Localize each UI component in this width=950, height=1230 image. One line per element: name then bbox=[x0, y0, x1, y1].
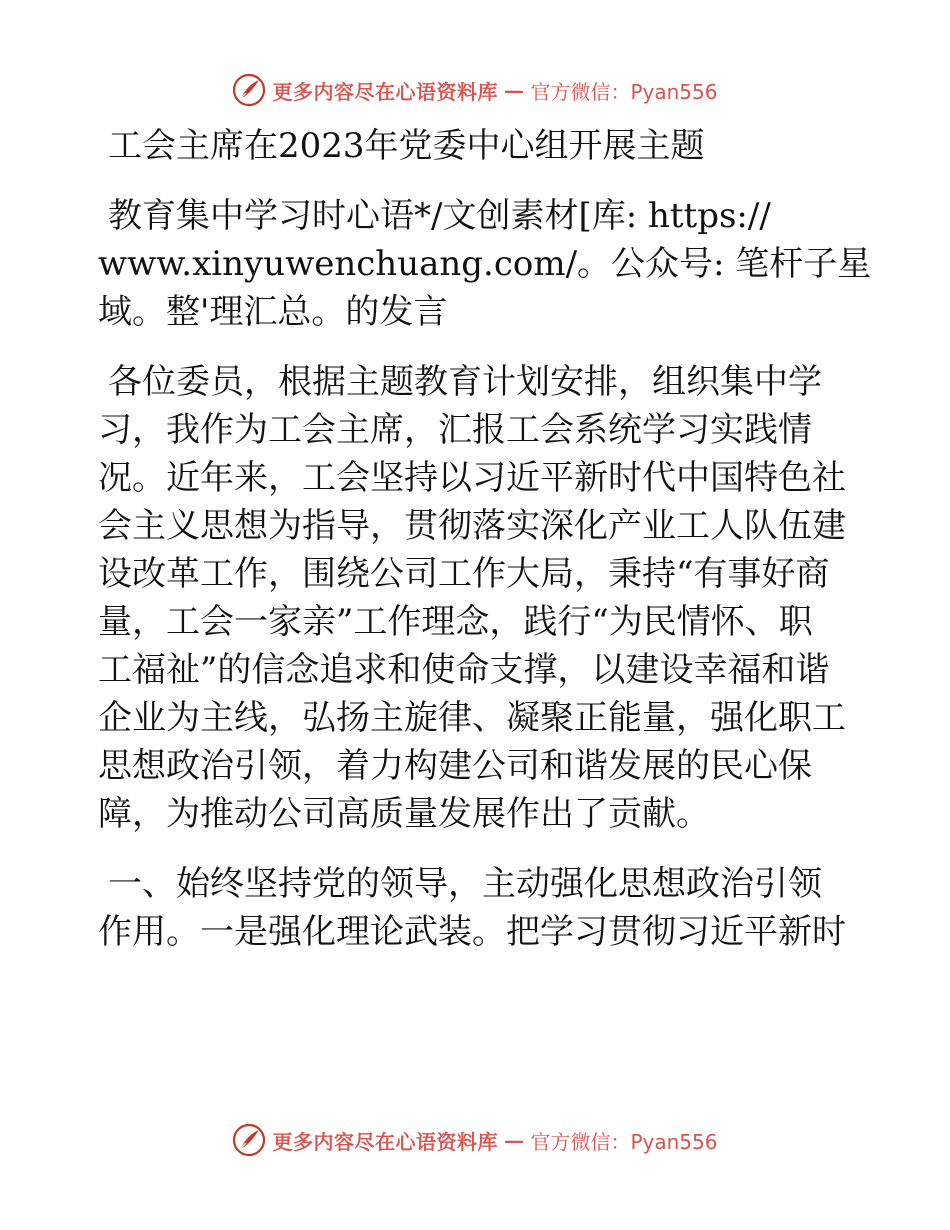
watermark-separator: — bbox=[503, 78, 525, 102]
watermark-wechat-text: 官方微信：Pyan556 bbox=[530, 79, 718, 104]
text-line: 习，我作为工会主席，汇报工会系统学习实践情 bbox=[98, 410, 812, 450]
text-line: 工福祉”的信念追求和使命支撑，以建设幸福和谐 bbox=[98, 650, 830, 690]
watermark-footer bbox=[0, 1120, 950, 1160]
text-line: 量，工会一家亲”工作理念，践行“为民情怀、职 bbox=[98, 602, 813, 642]
title-line: 教育集中学习时心语*/文创素材[库: https:// bbox=[108, 196, 771, 236]
text-line: 思想政治引领，着力构建公司和谐发展的民心保 bbox=[98, 746, 812, 786]
title-line: 域。整'理汇总。的发言 bbox=[98, 292, 448, 332]
quill-logo-icon bbox=[232, 1123, 266, 1157]
document-title bbox=[98, 122, 872, 336]
text-line: 作用。一是强化理论武装。把学习贯彻习近平新时 bbox=[98, 912, 846, 952]
text-line: 一、始终坚持党的领导，主动强化思想政治引领 bbox=[108, 864, 822, 904]
paragraph-section-one bbox=[98, 860, 858, 956]
text-line: 设改革工作，围绕公司工作大局，秉持“有事好商 bbox=[98, 554, 830, 594]
watermark-separator: — bbox=[503, 1128, 525, 1152]
title-line: 工会主席在2023年党委中心组开展主题 bbox=[108, 126, 705, 166]
document-body bbox=[98, 122, 872, 956]
text-line: 障，为推动公司高质量发展作出了贡献。 bbox=[98, 794, 710, 834]
text-line: 企业为主线，弘扬主旋律、凝聚正能量，强化职工 bbox=[98, 698, 846, 738]
quill-logo-icon bbox=[232, 73, 266, 107]
watermark-header bbox=[0, 70, 950, 110]
text-line: 况。近年来，工会坚持以习近平新时代中国特色社 bbox=[98, 458, 846, 498]
text-line: 会主义思想为指导，贯彻落实深化产业工人队伍建 bbox=[98, 506, 846, 546]
paragraph-intro bbox=[98, 358, 858, 838]
text-line: 各位委员，根据主题教育计划安排，组织集中学 bbox=[108, 362, 822, 402]
title-line: www.xinyuwenchuang.com/。公众号: 笔杆子星 bbox=[98, 244, 872, 284]
watermark-wechat-text: 官方微信：Pyan556 bbox=[530, 1129, 718, 1154]
watermark-main-text: 更多内容尽在心语资料库 bbox=[272, 1129, 498, 1154]
watermark-main-text: 更多内容尽在心语资料库 bbox=[272, 79, 498, 104]
